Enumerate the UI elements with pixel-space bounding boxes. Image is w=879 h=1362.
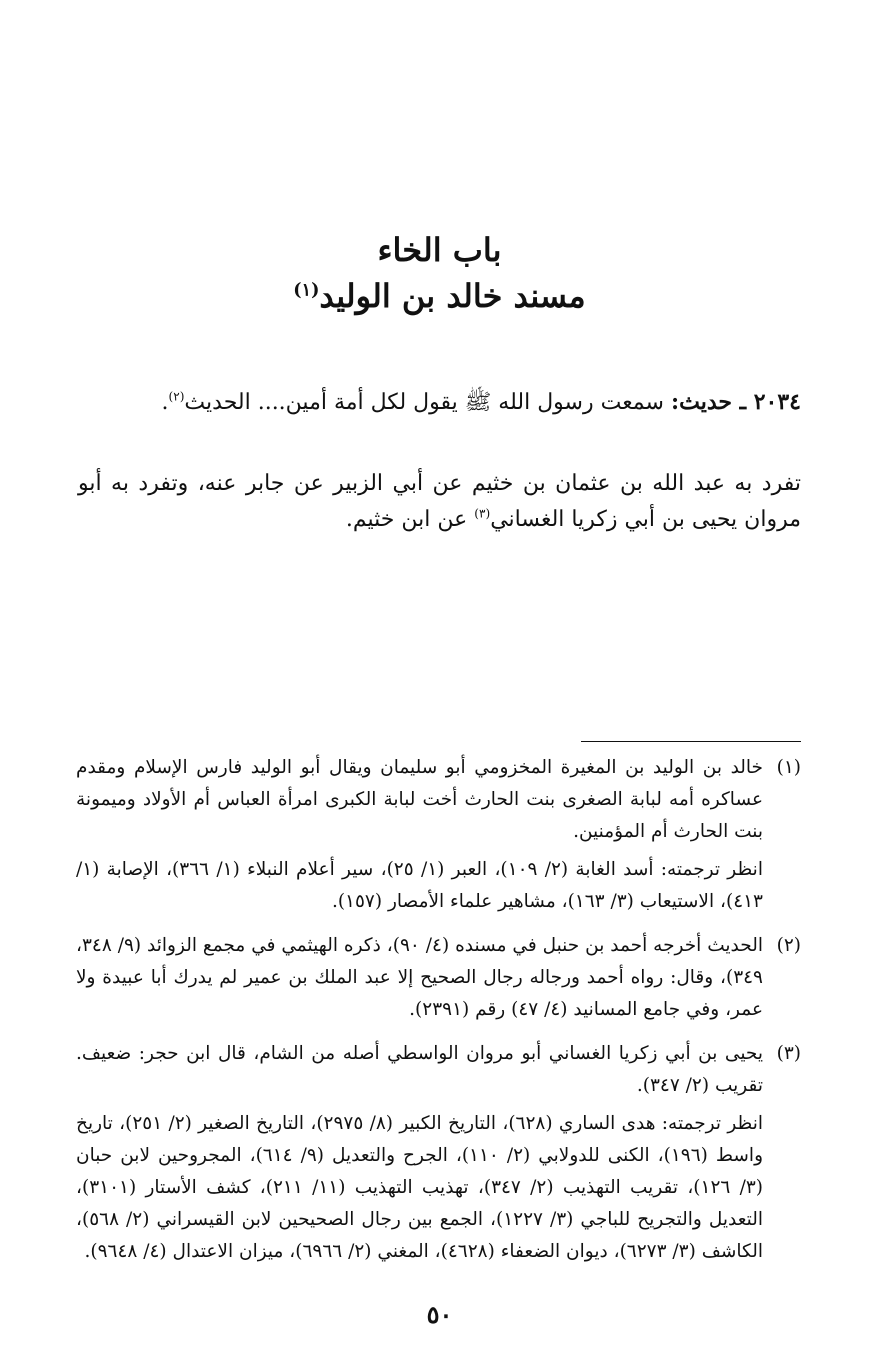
footnote-paragraph: انظر ترجمته: أسد الغابة (٢/ ١٠٩)، العبر (١/ ٢٥)، سير أعلام النبلاء (١/ ٣٦٦)، الإصابة (١/ ٤١٣)، الاستيعاب (٣/ ١٦٣)، مشاهير علماء الأمصار (١٥٧). — [76, 859, 763, 912]
footnote-3 — [76, 1038, 801, 1274]
hadith-text: سمعت رسول الله ﷺ يقول لكل أمة أمين.... الحديث — [184, 390, 664, 415]
footnote-mark: (٢) — [776, 935, 801, 956]
footnote-paragraph: الحديث أخرجه أحمد بن حنبل في مسنده (٤/ ٩٠)، ذكره الهيثمي في مجمع الزوائد (٩/ ٣٤٨، ٣٤٩)، وقال: رواه أحمد ورجاله رجال الصحيح إلا عبد الملك بن عمير لم يدرك أبا عبيدة ولا عمر، وفي جامع المسانيد (٤/ ٤٧) رقم (٢٣٩١). — [76, 935, 763, 1020]
footnote-paragraph: يحيى بن أبي زكريا الغساني أبو مروان الواسطي أصله من الشام، قال ابن حجر: ضعيف. تقريب (٢/ ٣٤٧). — [76, 1043, 763, 1096]
footnote-paragraph: خالد بن الوليد بن المغيرة المخزومي أبو سليمان ويقال أبو الوليد فارس الإسلام ومقدم عساكره أمه لبابة الصغرى بنت الحارث أخت لبابة الكبرى امرأة العباس أم الأولاد وميمونة بنت الحارث أم المؤمنين. — [76, 757, 763, 842]
commentary-text-2: عن ابن خثيم. — [345, 507, 468, 532]
page-number: ٥٠ — [426, 1300, 453, 1329]
footnote-body — [76, 752, 763, 924]
heading-block — [0, 228, 879, 320]
footnote-mark: (١) — [776, 757, 801, 778]
footnote-divider — [581, 741, 801, 742]
section-title-text: مسند خالد بن الوليد — [319, 277, 586, 315]
hadith-end: . — [161, 390, 169, 415]
commentary-paragraph — [78, 466, 801, 538]
footnote-ref-2: (٢) — [168, 389, 185, 404]
footnote-1 — [76, 752, 801, 924]
commentary-text-1: تفرد به عبد الله بن عثمان بن خثيم عن أبي الزبير عن جابر عنه، وتفرد به أبو مروان يحيى بن أبي زكريا الغساني — [78, 471, 801, 532]
footnote-body — [76, 1038, 763, 1274]
chapter-title: باب الخاء — [377, 231, 502, 269]
footnote-paragraph: انظر ترجمته: هدى الساري (٦٢٨)، التاريخ الكبير (٨/ ٢٩٧٥)، التاريخ الصغير (٢/ ٢٥١)، تاريخ واسط (١٩٦)، الكنى للدولابي (٢/ ١١٠)، الجرح والتعديل (٩/ ٦١٤)، المجروحين لابن حبان (٣/ ١٢٦)، تقريب التهذيب (٢/ ٣٤٧)، تهذيب التهذيب (١١/ ٢١١)، كشف الأستار (٣١٠١)، التعديل والتجريح للباجي (٣/ ١٢٢٧)، الجمع بين رجال الصحيحين لابن القيسراني (٢/ ٥٦٨)، الكاشف (٣/ ٦٢٧٣)، ديوان الضعفاء (٤٦٢٨)، المغني (٢/ ٦٩٦٦)، ميزان الاعتدال (٤/ ٩٦٤٨). — [76, 1113, 764, 1262]
hadith-entry — [78, 385, 801, 420]
section-title — [0, 272, 879, 320]
footnote-mark: (٣) — [776, 1043, 801, 1064]
footnote-ref-1: (١) — [293, 279, 320, 301]
footnote-2 — [76, 930, 801, 1032]
hadith-number: ٢٠٣٤ ـ حديث: — [670, 389, 801, 415]
footnote-ref-3: (٣) — [474, 506, 491, 521]
footnotes-section — [76, 752, 801, 1280]
footnote-body — [76, 930, 763, 1032]
